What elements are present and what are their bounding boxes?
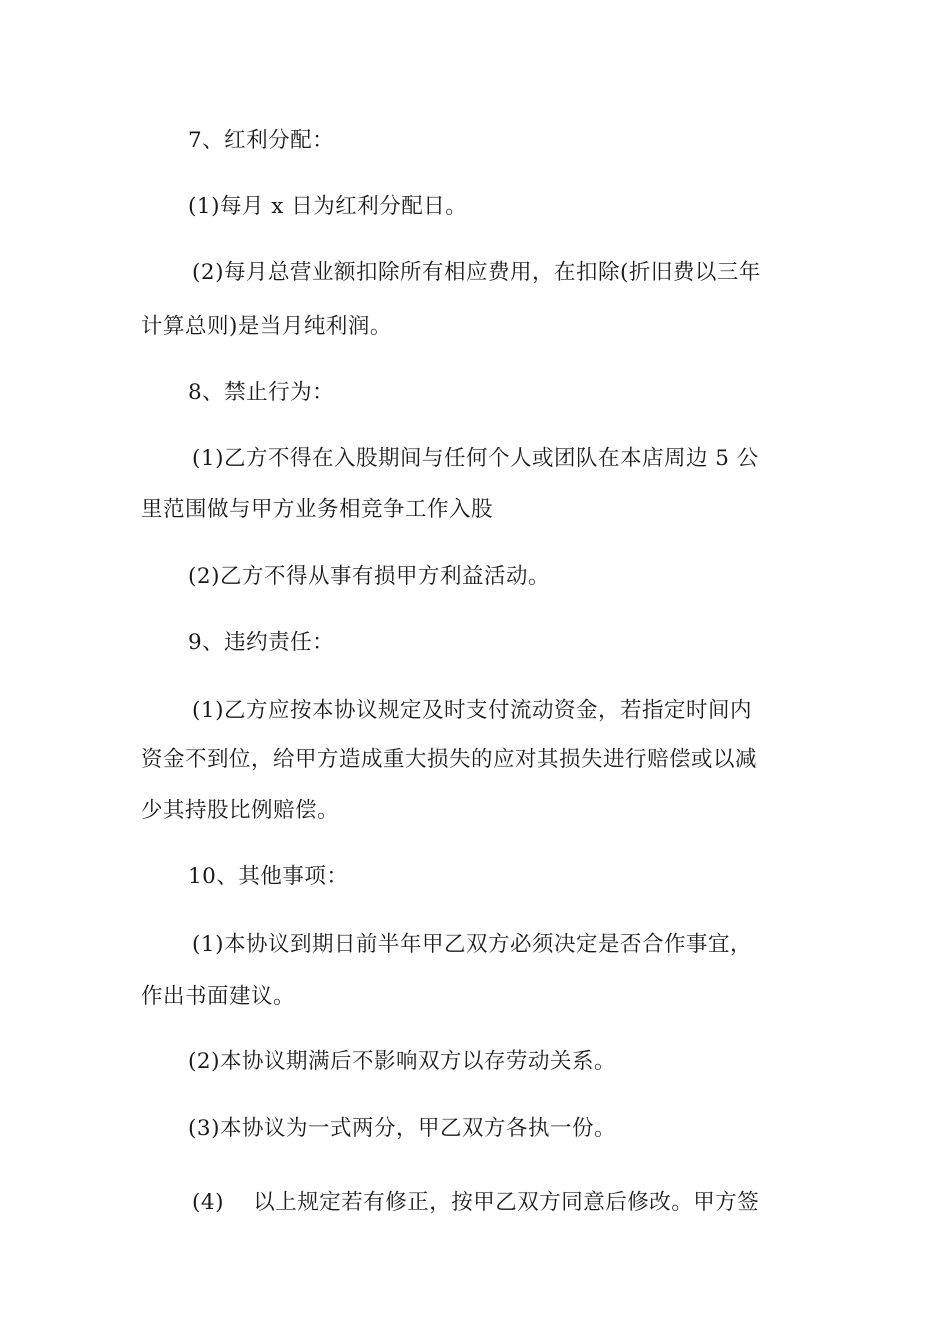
section-heading-dividend: 7、红利分配： [188, 128, 335, 153]
breach-clause-1-line-3: 少其持股比例赔偿。 [141, 798, 340, 823]
dividend-clause-1: (1)每月 x 日为红利分配日。 [188, 194, 468, 219]
other-clause-3: (3)本协议为一式两分，甲乙双方各执一份。 [188, 1116, 616, 1141]
prohibited-clause-1-line-2: 里范围做与甲方业务相竞争工作入股 [141, 497, 494, 522]
section-heading-other: 10、其他事项： [188, 864, 349, 889]
breach-clause-1-line-1: (1)乙方应按本协议规定及时支付流动资金，若指定时间内 [192, 698, 752, 723]
dividend-clause-2-line-2: 计算总则)是当月纯利润。 [141, 314, 392, 339]
other-clause-1-line-2: 作出书面建议。 [141, 984, 296, 1009]
breach-clause-1-line-2: 资金不到位，给甲方造成重大损失的应对其损失进行赔偿或以减 [141, 747, 758, 772]
other-clause-2: (2)本协议期满后不影响双方以存劳动关系。 [188, 1049, 616, 1074]
other-clause-4: (4) 以上规定若有修正，按甲乙双方同意后修改。甲方签 [192, 1190, 760, 1215]
section-heading-breach: 9、违约责任： [188, 630, 335, 655]
other-clause-1-line-1: (1)本协议到期日前半年甲乙双方必须决定是否合作事宜， [192, 932, 752, 957]
section-heading-prohibited: 8、禁止行为： [188, 380, 335, 405]
dividend-clause-2-line-1: (2)每月总营业额扣除所有相应费用，在扣除(折旧费以三年 [192, 260, 761, 285]
prohibited-clause-2: (2)乙方不得从事有损甲方利益活动。 [188, 564, 550, 589]
prohibited-clause-1-line-1: (1)乙方不得在入股期间与任何个人或团队在本店周边 5 公 [192, 446, 759, 471]
